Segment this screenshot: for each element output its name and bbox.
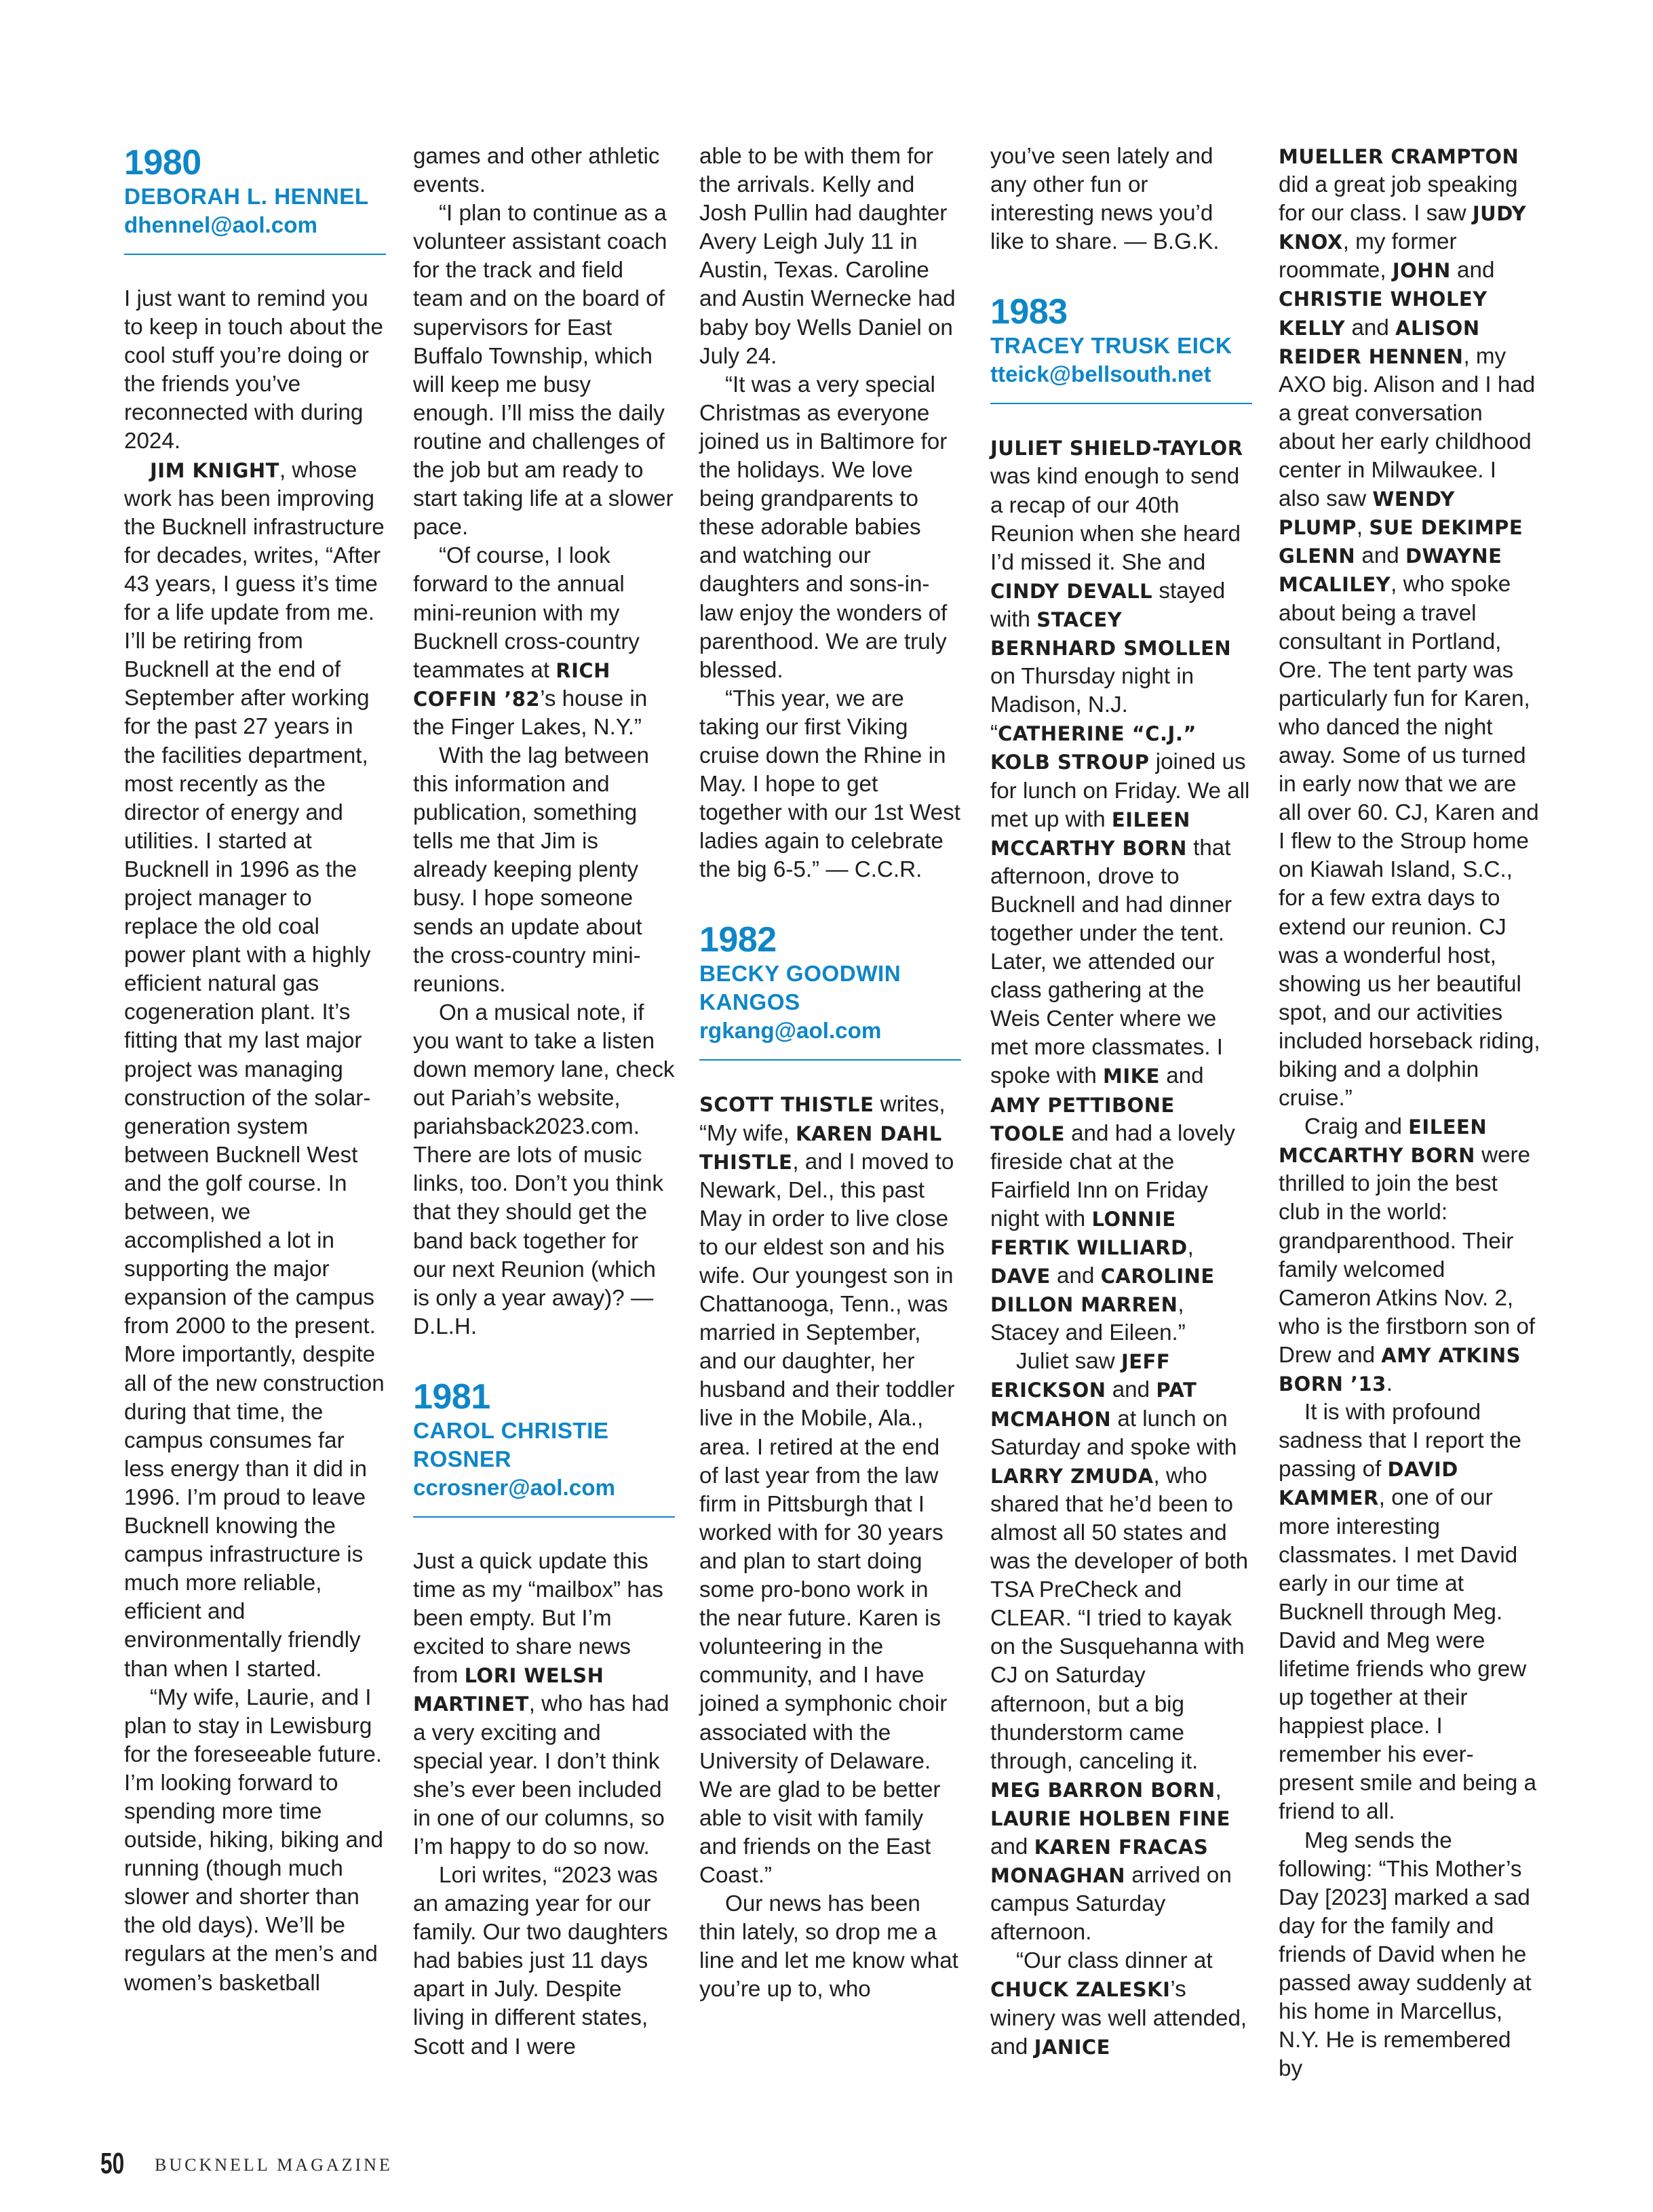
class-year: 1982: [699, 920, 777, 960]
class-secretary-email[interactable]: rgkang@aol.com: [699, 1019, 882, 1044]
text-run: .: [1386, 1371, 1393, 1397]
column-5: [1279, 142, 1540, 2083]
column-3: [699, 142, 961, 2004]
classmate-name: MIKE: [1103, 1065, 1160, 1088]
classmate-name: JEFF ERICKSON: [990, 1350, 1171, 1402]
text-run: , whose work has been improving the Bucknell infrastructure for decades, writes, “After 43 years, I guess it’s time for a life update from me. I’ll be retiring from Bucknell at the end of September after working for the past 27 years in the facilities department, most recently as the director of energy and utilities. I started at Bucknell in 1996 as the project manager to replace the old coal power plant with a highly efficient natural gas cogeneration plant. It’s fitting that my last major project was managing construction of the solar-generation system between Bucknell West and the golf course. In between, we accomplished a lot in supporting the major expansion of the campus from 2000 to the present. More importantly, despite all of the new construction during that time, the campus consumes far less energy than it did in 1996. I’m proud to leave Bucknell knowing the campus infrastructure is much more reliable, efficient and environmentally friendly than when I started.: [124, 457, 385, 1682]
classmate-name: AMY ATKINS BORN ’13: [1279, 1343, 1521, 1396]
classmate-name: LONNIE FERTIK WILLIARD: [990, 1207, 1188, 1259]
text-run: and: [1159, 1063, 1204, 1089]
note-paragraph: [413, 542, 675, 742]
text-run: and: [990, 1834, 1034, 1859]
text-run: Craig and: [1304, 1114, 1409, 1140]
column-2: [413, 142, 675, 2061]
class-header-c1983: [990, 292, 1252, 404]
text-run: , who spoke about being a travel consultant in Portland, Ore. The tent party was particularly fun for Karen, who danced the night away. Some of us turned in early now that we are all over 60. CJ, Karen and I flew to the Stroup home on Kiawah Island, S.C., for a few extra days to extend our reunion. CJ was a wonderful host, showing us her beautiful spot, and our activities included horseback riding, biking and a dolphin cruise.”: [1279, 572, 1540, 1111]
column-1: [124, 142, 386, 1998]
note-paragraph: “It was a very special Christmas as everyone joined us in Baltimore for the holidays. We love being grandparents to these adorable babies and watching our daughters and sons-in-law enjoy the wonders of parenthood. We are truly blessed.: [699, 372, 948, 683]
classmate-name: MEG BARRON BORN: [990, 1778, 1216, 1802]
classmate-name: JOHN: [1392, 259, 1451, 283]
classmate-name: CHRISTIE WHOLEY KELLY: [1279, 288, 1487, 340]
classmate-name: EILEEN MCCARTHY BORN: [1279, 1115, 1487, 1168]
text-run: “Our class dinner at: [1016, 1948, 1213, 1974]
text-run: ,: [1356, 515, 1369, 540]
classmate-name: RICH COFFIN ’82: [413, 658, 610, 711]
class-header-c1981: [413, 1377, 675, 1518]
classmate-name: CAROLINE DILLON MARREN: [990, 1265, 1215, 1317]
classmate-name: KAREN FRACAS MONAGHAN: [990, 1835, 1209, 1888]
text-run: Just a quick update this time as my “mailbox” has been empty. But I’m excited to share news from: [413, 1548, 663, 1688]
class-secretary-email[interactable]: ccrosner@aol.com: [413, 1475, 615, 1501]
text-run: and: [1450, 258, 1495, 283]
classmate-name: JIM KNIGHT: [150, 458, 279, 482]
text-run: , one of our more interesting classmates. I met David early in our time at Bucknell through Meg. David and Meg were lifetime friends who grew up together at their happiest place. I remember his ever-present smile and being a friend to all.: [1279, 1485, 1537, 1825]
text-run: was kind enough to send a recap of our 40th Reunion when she heard I’d missed it. She and: [990, 464, 1241, 575]
class-secretary-name: BECKY GOODWIN KANGOS: [699, 962, 901, 1016]
classmate-name: JULIET SHIELD-TAYLOR: [990, 437, 1243, 460]
text-run: ’s winery was well attended, and: [990, 1977, 1247, 2059]
class-year: 1981: [413, 1377, 490, 1417]
classmate-name: LAURIE HOLBEN FINE: [990, 1806, 1230, 1830]
text-run: , Stacey and Eileen.”: [990, 1292, 1186, 1346]
class-header-c1980: [124, 142, 386, 255]
classmate-name: JUDY KNOX: [1279, 202, 1527, 254]
text-run: It is with profound sadness that I report the passing of: [1279, 1400, 1521, 1482]
text-run: ,: [1215, 1777, 1222, 1802]
note-paragraph: [990, 434, 1252, 1347]
text-run: , who shared that he’d been to almost all 50 states and was the developer of both TSA PreCheck and CLEAR. “I tried to kayak on the Susquehanna with CJ on Saturday afternoon, but a big thunderstorm came through, canceling it.: [990, 1463, 1249, 1774]
classmate-name: EILEEN MCCARTHY BORN: [990, 808, 1190, 860]
note-paragraph: Lori writes, “2023 was an amazing year for our family. Our two daughters had babies just 11 days apart in July. Despite living in different states, Scott and I were: [413, 1862, 668, 2059]
text-run: that afternoon, drove to Bucknell and had dinner together under the tent. Later, we attended our class gathering at the Weis Center where we met more classmates. I spoke with: [990, 835, 1232, 1089]
classmate-name: CHUCK ZALESKI: [990, 1978, 1171, 2002]
classmate-name: ALISON REIDER HENNEN: [1279, 316, 1480, 368]
note-paragraph: able to be with them for the arrivals. Kelly and Josh Pullin had daughter Avery Leigh July 11 in Austin, Texas. Caroline and Austin Wernecke had baby boy Wells Daniel on July 24.: [699, 144, 956, 369]
class-secretary-email[interactable]: dhennel@aol.com: [124, 213, 317, 238]
note-paragraph: [1279, 142, 1540, 1113]
text-run: , my AXO big. Alison and I had a great conversation about her early childhood center in Milwaukee. I also saw: [1279, 343, 1536, 512]
header-rule: [413, 1516, 675, 1518]
classmate-name: SUE DEKIMPE GLENN: [1279, 516, 1523, 568]
note-paragraph: [990, 1347, 1252, 1947]
class-year: 1980: [124, 143, 201, 182]
text-run: , and I moved to Newark, Del., this past May in order to live close to our eldest son and his wife. Our youngest son in Chattanooga, Tenn., was married in September, and our daughter, her husband and their toddler live in the Mobile, Ala., area. I retired at the end of last year from the law firm in Pittsburgh that I worked with for 30 years and plan to start doing some pro-bono work in the near future. Karen is volunteering in the community, and I have joined a symphonic choir associated with the University of Delaware. We are glad to be better able to visit with family and friends on the East Coast.”: [699, 1149, 955, 1888]
classmate-name: KAREN DAHL THISTLE: [699, 1122, 942, 1174]
text-run: ,: [1187, 1235, 1194, 1260]
classmate-name: MUELLER CRAMPTON: [1279, 145, 1519, 168]
note-paragraph: [124, 456, 386, 1684]
class-secretary-name: DEBORAH L. HENNEL: [124, 184, 369, 210]
text-run: at lunch on Saturday and spoke with: [990, 1406, 1237, 1460]
text-run: ’s house in the Finger Lakes, N.Y.”: [413, 686, 648, 740]
header-rule: [699, 1059, 961, 1061]
text-run: and: [1050, 1263, 1101, 1289]
classmate-name: PAT MCMAHON: [990, 1379, 1197, 1431]
class-year: 1983: [990, 292, 1068, 332]
note-paragraph: games and other athletic events.: [413, 144, 660, 198]
class-secretary-name: CAROL CHRISTIE ROSNER: [413, 1418, 609, 1472]
class-secretary-email[interactable]: tteick@bellsouth.net: [990, 362, 1211, 388]
classmate-name: DAVE: [990, 1265, 1051, 1288]
classmate-name: JANICE: [1034, 2035, 1110, 2059]
note-paragraph: you’ve seen lately and any other fun or interesting news you’d like to share. — B.G.K.: [990, 144, 1220, 255]
text-run: writes, “My wife,: [699, 1092, 946, 1146]
classmate-name: CINDY DEVALL: [990, 579, 1153, 603]
text-run: were thrilled to join the best club in the world: grandparenthood. Their family welcomed Cameron Atkins Nov. 2, who is the firstborn son of Drew and: [1279, 1143, 1536, 1368]
classmate-name: WENDY PLUMP: [1279, 488, 1455, 540]
text-run: “Of course, I look forward to the annual mini-reunion with my Bucknell cross-country teammates at: [413, 543, 640, 683]
text-run: and: [1355, 543, 1405, 569]
text-run: on Thursday night in Madison, N.J. “: [990, 664, 1194, 747]
classmate-name: STACEY BERNHARD SMOLLEN: [990, 608, 1232, 660]
note-paragraph: [1279, 1113, 1540, 1398]
classmate-name: CATHERINE “C.J.” KOLB STROUP: [990, 722, 1197, 774]
note-paragraph: “This year, we are taking our first Viking cruise down the Rhine in May. I hope to get together with our 1st West ladies again to celebrate the big 6-5.” — C.C.R.: [699, 686, 960, 883]
class-secretary-name: TRACEY TRUSK EICK: [990, 334, 1232, 359]
note-paragraph: I just want to remind you to keep in touch about the cool stuff you’re doing or the friends you’ve reconnected with during 2024.: [124, 286, 383, 454]
classmate-name: DAVID KAMMER: [1279, 1458, 1458, 1510]
page-number: 50: [100, 2147, 125, 2180]
note-paragraph: Meg sends the following: “This Mother’s Day [2023] marked a sad day for the family and friends of David when he passed away suddenly at his home in Marcellus, N.Y. He is remembered by: [1279, 1828, 1532, 2082]
text-run: and: [1345, 315, 1396, 340]
classmate-name: LARRY ZMUDA: [990, 1464, 1154, 1488]
text-run: stayed with: [990, 578, 1226, 632]
note-paragraph: [699, 1090, 961, 1890]
note-paragraph: [1279, 1398, 1540, 1826]
class-header-c1982: [699, 920, 961, 1061]
text-run: did a great job speaking for our class. I saw: [1279, 172, 1518, 226]
classmate-name: SCOTT THISTLE: [699, 1093, 874, 1117]
text-run: arrived on campus Saturday afternoon.: [990, 1863, 1232, 1946]
note-paragraph: “My wife, Laurie, and I plan to stay in Lewisburg for the foreseeable future. I’m looking forward to spending more time outside, hiking, biking and running (though much slower and shorter than the old days). We’ll be regulars at the men’s and women’s basketball: [124, 1684, 383, 1996]
note-paragraph: On a musical note, if you want to take a listen down memory lane, check out Pariah’s website, pariahsback2023.com. There are lots of music links, too. Don’t you think that they should get the band back together for our next Reunion (which is only a year away)? — D.L.H.: [413, 1000, 675, 1339]
text-run: , who has had a very exciting and special year. I don’t think she’s ever been included in one of our columns, so I’m happy to do so now.: [413, 1691, 669, 1859]
note-paragraph: [990, 1947, 1252, 2061]
column-4: [990, 142, 1252, 2061]
header-rule: [990, 403, 1252, 404]
note-paragraph: “I plan to continue as a volunteer assistant coach for the track and field team and on the board of supervisors for East Buffalo Township, which will keep me busy enough. I’ll miss the daily routine and challenges of the job but am ready to start taking life at a slower pace.: [413, 201, 674, 540]
text-run: and had a lovely fireside chat at the Fairfield Inn on Friday night with: [990, 1120, 1235, 1231]
magazine-name: BUCKNELL MAGAZINE: [155, 2155, 393, 2175]
classmate-name: DWAYNE MCALILEY: [1279, 545, 1502, 597]
header-rule: [124, 254, 386, 255]
note-paragraph: With the lag between this information and publication, something tells me that Jim is already keeping plenty busy. I hope someone sends an update about the cross-country mini-reunions.: [413, 743, 649, 997]
classmate-name: AMY PETTIBONE TOOLE: [990, 1093, 1175, 1145]
classmate-name: LORI WELSH MARTINET: [413, 1664, 604, 1716]
text-run: Juliet saw: [1016, 1349, 1121, 1375]
text-run: and: [1106, 1377, 1156, 1403]
text-run: joined us for lunch on Friday. We all met up with: [990, 749, 1250, 832]
text-run: , my former roommate,: [1279, 229, 1457, 283]
note-paragraph: Our news has been thin lately, so drop me a line and let me know what you’re up to, who: [699, 1891, 958, 2002]
note-paragraph: [413, 1547, 675, 1861]
